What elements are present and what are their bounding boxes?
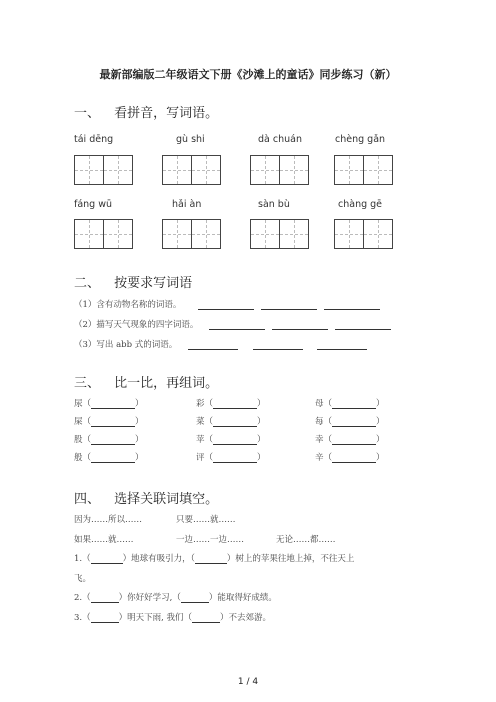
question-text: ）不去郊游。 (220, 613, 272, 623)
pinyin-7: sàn bù (258, 199, 290, 210)
writing-box[interactable] (74, 219, 104, 249)
question-text: ）你好好学习,（ (118, 593, 181, 603)
answer-blank[interactable] (253, 340, 303, 350)
conjunction-option: 因为……所以…… (74, 515, 143, 525)
answer-blank[interactable] (332, 453, 376, 463)
answer-blank[interactable] (91, 613, 119, 623)
compare-row: 评（ ） (196, 453, 266, 463)
char: 母 (315, 399, 324, 409)
section-number: 二、 (74, 276, 101, 291)
answer-blank[interactable] (332, 399, 376, 409)
conjunction-option: 如果……就…… (74, 535, 134, 545)
requirement-2 (74, 318, 391, 330)
compare-row: 屎（ ） (74, 417, 144, 427)
conjunction-option: 只要……就…… (176, 515, 236, 525)
section-number: 三、 (74, 376, 101, 391)
compare-row: 母（ ） (315, 399, 385, 409)
writing-box[interactable] (103, 219, 133, 249)
answer-blank[interactable] (91, 435, 135, 445)
question-1 (74, 552, 354, 564)
compare-row: 苹（ ） (196, 435, 266, 445)
char: 尿 (74, 399, 83, 409)
answer-blank[interactable] (317, 340, 367, 350)
page-title: 最新部编版二年级语文下册《沙滩上的童话》同步练习（新） (99, 68, 397, 81)
pinyin-4: chèng gǎn (335, 134, 386, 145)
writing-box[interactable] (74, 155, 104, 185)
char: 评 (196, 453, 205, 463)
pinyin-2: gù shi (176, 134, 205, 145)
question-text: 1.（ (74, 554, 91, 564)
question-text: ）树上的苹果往地上掉，不往天上 (226, 554, 355, 564)
char: 幸 (315, 435, 324, 445)
question-3 (74, 611, 271, 623)
pinyin-1: tái dēng (74, 134, 114, 145)
writing-box[interactable] (162, 219, 192, 249)
requirement-text: （2）描写天气现象的四字词语。 (74, 320, 199, 330)
char: 股 (74, 435, 83, 445)
question-text: 3.（ (74, 613, 91, 623)
section-number: 四、 (74, 492, 101, 507)
section-title: 比一比，再组词。 (114, 376, 219, 391)
section-4-heading (74, 488, 218, 507)
section-title: 看拼音，写词语。 (114, 106, 219, 121)
writing-box[interactable] (162, 155, 192, 185)
compare-row: 辛（ ） (315, 453, 385, 463)
char: 屎 (74, 417, 83, 427)
answer-blank[interactable] (209, 320, 265, 330)
answer-blank[interactable] (272, 320, 328, 330)
question-text: ）地球有吸引力，（ (122, 554, 195, 564)
writing-box[interactable] (191, 219, 221, 249)
section-title: 按要求写词语 (114, 276, 193, 291)
writing-box[interactable] (363, 155, 393, 185)
answer-blank[interactable] (261, 300, 317, 310)
answer-blank[interactable] (91, 417, 135, 427)
char: 彩 (196, 399, 205, 409)
answer-blank[interactable] (324, 300, 380, 310)
char: 般 (74, 453, 83, 463)
answer-blank[interactable] (213, 435, 257, 445)
section-2-heading (74, 272, 192, 291)
section-number: 一、 (74, 106, 101, 121)
answer-blank[interactable] (213, 417, 257, 427)
writing-box[interactable] (363, 219, 393, 249)
requirement-text: （3）写出 abb 式的词语。 (74, 340, 178, 350)
answer-blank[interactable] (335, 320, 391, 330)
compare-row: 彩（ ） (196, 399, 266, 409)
writing-box[interactable] (103, 155, 133, 185)
answer-blank[interactable] (188, 340, 238, 350)
compare-row: 菜（ ） (196, 417, 266, 427)
char: 菜 (196, 417, 205, 427)
section-3-heading (74, 372, 218, 391)
writing-box[interactable] (191, 155, 221, 185)
answer-blank[interactable] (91, 399, 135, 409)
pinyin-6: hǎi àn (172, 199, 202, 210)
section-1-heading (74, 102, 218, 121)
requirement-1 (74, 298, 380, 310)
answer-blank[interactable] (195, 554, 227, 564)
writing-box[interactable] (334, 219, 364, 249)
writing-box[interactable] (250, 155, 280, 185)
writing-box[interactable] (279, 219, 309, 249)
writing-box[interactable] (250, 219, 280, 249)
char: 每 (315, 417, 324, 427)
answer-blank[interactable] (198, 300, 254, 310)
char: 辛 (315, 453, 324, 463)
compare-row: 幸（ ） (315, 435, 385, 445)
requirement-3 (74, 338, 367, 350)
answer-blank[interactable] (91, 453, 135, 463)
page-number: 1 / 4 (237, 677, 259, 687)
answer-blank[interactable] (332, 435, 376, 445)
conjunction-option: 无论……都…… (276, 535, 336, 545)
answer-blank[interactable] (91, 554, 123, 564)
compare-row: 股（ ） (74, 435, 144, 445)
answer-blank[interactable] (91, 593, 119, 603)
pinyin-5: fáng wū (74, 199, 113, 210)
question-text: 2.（ (74, 593, 91, 603)
compare-row: 尿（ ） (74, 399, 144, 409)
answer-blank[interactable] (192, 613, 220, 623)
answer-blank[interactable] (181, 593, 209, 603)
answer-blank[interactable] (213, 399, 257, 409)
answer-blank[interactable] (332, 417, 376, 427)
question-text: ）能取得好成绩。 (208, 593, 277, 603)
conjunction-option: 一边……一边…… (176, 535, 245, 545)
pinyin-3: dà chuán (258, 134, 302, 145)
question-2 (74, 591, 277, 603)
answer-blank[interactable] (213, 453, 257, 463)
compare-row: 每（ ） (315, 417, 385, 427)
section-title: 选择关联词填空。 (114, 492, 219, 507)
question-1-cont: 飞。 (74, 574, 92, 584)
pinyin-8: chàng gē (338, 199, 383, 210)
compare-row: 般（ ） (74, 453, 144, 463)
char: 苹 (196, 435, 205, 445)
writing-box[interactable] (279, 155, 309, 185)
requirement-text: （1）含有动物名称的词语。 (74, 300, 182, 310)
question-text: ）明天下雨, 我们（ (118, 613, 193, 623)
writing-box[interactable] (334, 155, 364, 185)
